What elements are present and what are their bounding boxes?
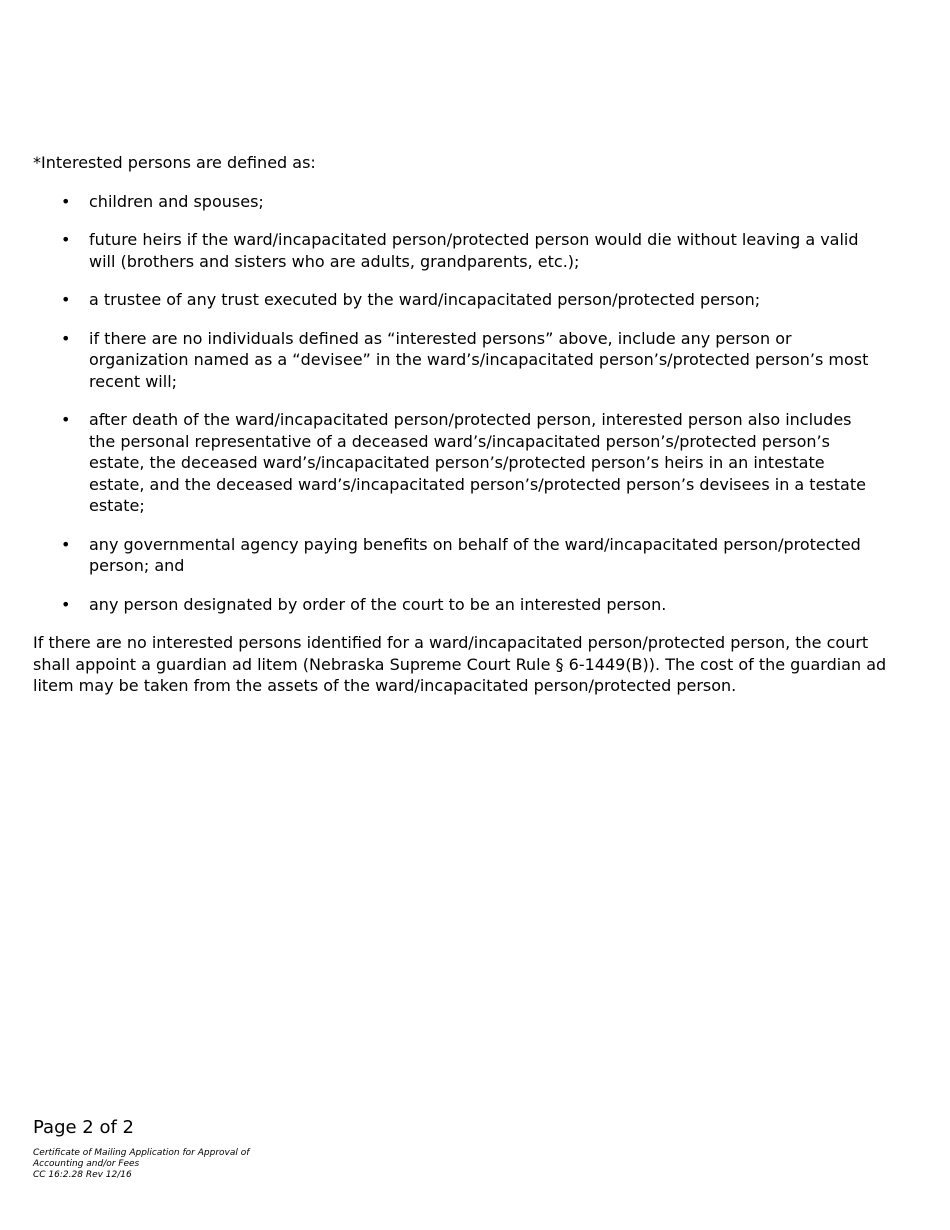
page-footer <box>33 1117 249 1181</box>
list-item-text: future heirs if the ward/incapacitated person/protected person would die without leaving a valid will (brothers and sisters who are adults, grandparents, etc.); <box>89 230 859 271</box>
list-item <box>33 328 903 393</box>
bullet-icon: • <box>61 594 71 614</box>
form-title-line-1: Certificate of Mailing Application for Approval of <box>33 1148 250 1158</box>
form-code: CC 16:2.28 Rev 12/16 <box>33 1170 132 1180</box>
list-item-text: any person designated by order of the court to be an interested person. <box>89 594 667 614</box>
form-title-line-2: Accounting and/or Fees <box>33 1159 140 1169</box>
form-metadata <box>33 1148 249 1181</box>
interested-persons-list <box>33 191 903 616</box>
list-item <box>33 229 903 272</box>
list-item <box>33 594 903 616</box>
bullet-icon: • <box>61 410 71 429</box>
bullet-icon: • <box>61 230 71 249</box>
list-item-text: a trustee of any trust executed by the ward/incapacitated person/protected person; <box>89 290 761 309</box>
list-item <box>33 409 903 517</box>
bullet-icon: • <box>61 191 71 211</box>
list-item-text: after death of the ward/incapacitated person/protected person, interested person also includes the personal representative of a deceased ward’s/incapacitated person’s/protected person’s estate, the deceased ward’s/incapacitated person’s/protected person’s heirs in an intestate estate, and the deceased ward’s/incapacitated person’s/protected person’s devisees in a testate estate; <box>89 410 866 515</box>
list-item <box>33 191 903 213</box>
document-body <box>33 152 903 697</box>
bullet-icon: • <box>61 534 71 554</box>
page-number: Page 2 of 2 <box>33 1117 134 1138</box>
bullet-icon: • <box>61 290 71 309</box>
intro-text: *Interested persons are defined as: <box>33 153 316 172</box>
list-item <box>33 289 903 311</box>
bullet-icon: • <box>61 328 71 348</box>
list-item-text: children and spouses; <box>89 191 264 211</box>
list-item <box>33 534 903 577</box>
list-item-text: any governmental agency paying benefits on behalf of the ward/incapacitated person/protected person; and <box>89 534 861 575</box>
list-item-text: if there are no individuals defined as “interested persons” above, include any person or organization named as a “devisee” in the ward’s/incapacitated person’s/protected person’s most recent will; <box>89 328 869 391</box>
closing-paragraph: If there are no interested persons identified for a ward/incapacitated person/protected person, the court shall appoint a guardian ad litem (Nebraska Supreme Court Rule § 6-1449(B)). The cost of the guardian ad litem may be taken from the assets of the ward/incapacitated person/protected person. <box>33 633 887 695</box>
